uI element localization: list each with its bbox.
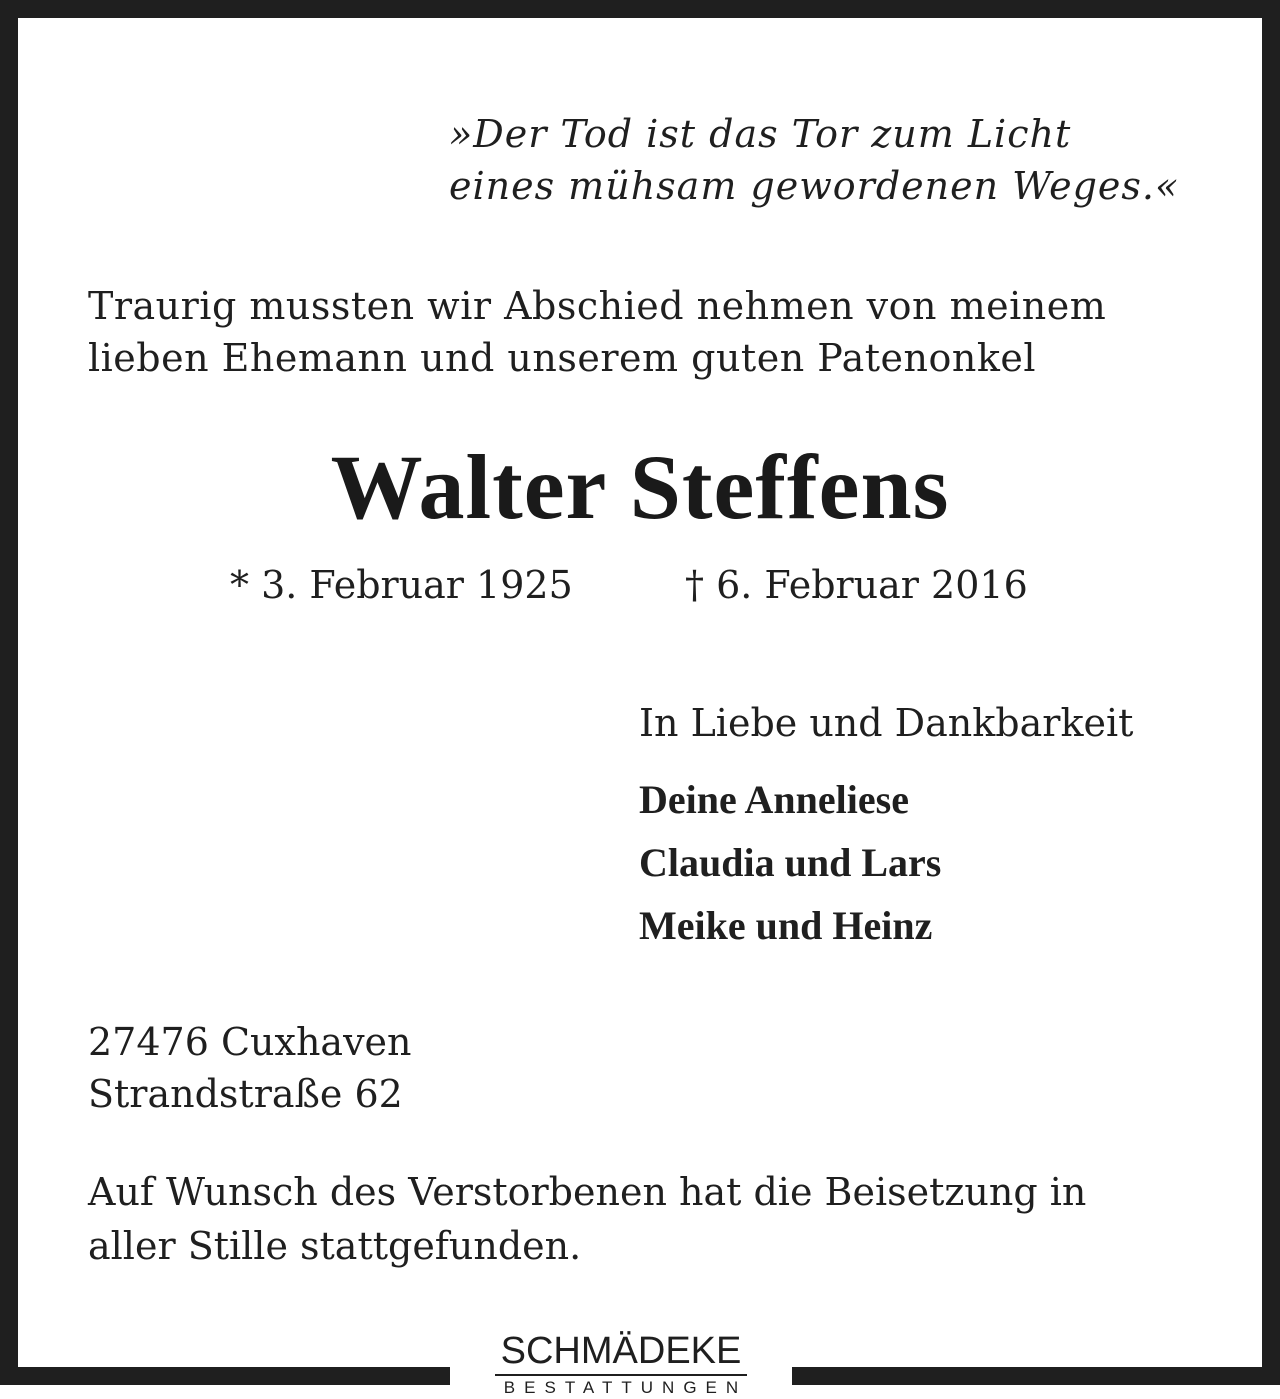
mourner-name: Claudia und Lars bbox=[639, 840, 942, 885]
signoff-text: In Liebe und Dankbarkeit bbox=[639, 701, 1134, 745]
notice-line-2: aller Stille stattgefunden. bbox=[88, 1224, 582, 1268]
intro-line-2: lieben Ehemann und unserem guten Patenonkel bbox=[88, 336, 1037, 380]
death-date: † 6. Februar 2016 bbox=[685, 563, 1028, 607]
mourner-name: Deine Anneliese bbox=[639, 777, 909, 822]
address-street: Strandstraße 62 bbox=[88, 1072, 403, 1116]
motto-line-2: eines mühsam gewordenen Weges.« bbox=[449, 164, 1180, 208]
life-dates bbox=[230, 560, 1028, 610]
motto-line-1: »Der Tod ist das Tor zum Licht bbox=[449, 112, 1072, 156]
mourners-list bbox=[639, 768, 941, 957]
birth-date: * 3. Februar 1925 bbox=[230, 563, 573, 607]
border-top bbox=[0, 0, 1280, 18]
logo-divider bbox=[495, 1374, 747, 1376]
motto-quote bbox=[449, 108, 1179, 212]
address-city: 27476 Cuxhaven bbox=[88, 1020, 412, 1064]
intro-text bbox=[88, 280, 1106, 384]
intro-line-1: Traurig mussten wir Abschied nehmen von meinem bbox=[88, 284, 1107, 328]
border-right bbox=[1262, 0, 1280, 1385]
logo-subtitle: BESTATTUNGEN bbox=[503, 1378, 748, 1397]
logo-name: SCHMÄDEKE bbox=[500, 1330, 742, 1372]
burial-notice bbox=[88, 1165, 1086, 1273]
address-block bbox=[88, 1016, 412, 1120]
border-bottom-right bbox=[792, 1367, 1280, 1385]
mourner-name: Meike und Heinz bbox=[639, 903, 933, 948]
notice-line-1: Auf Wunsch des Verstorbenen hat die Beisetzung in bbox=[88, 1170, 1087, 1214]
border-bottom-left bbox=[0, 1367, 450, 1385]
border-left bbox=[0, 0, 18, 1385]
funeral-home-logo bbox=[466, 1330, 776, 1398]
deceased-name: Walter Steffens bbox=[330, 436, 950, 538]
